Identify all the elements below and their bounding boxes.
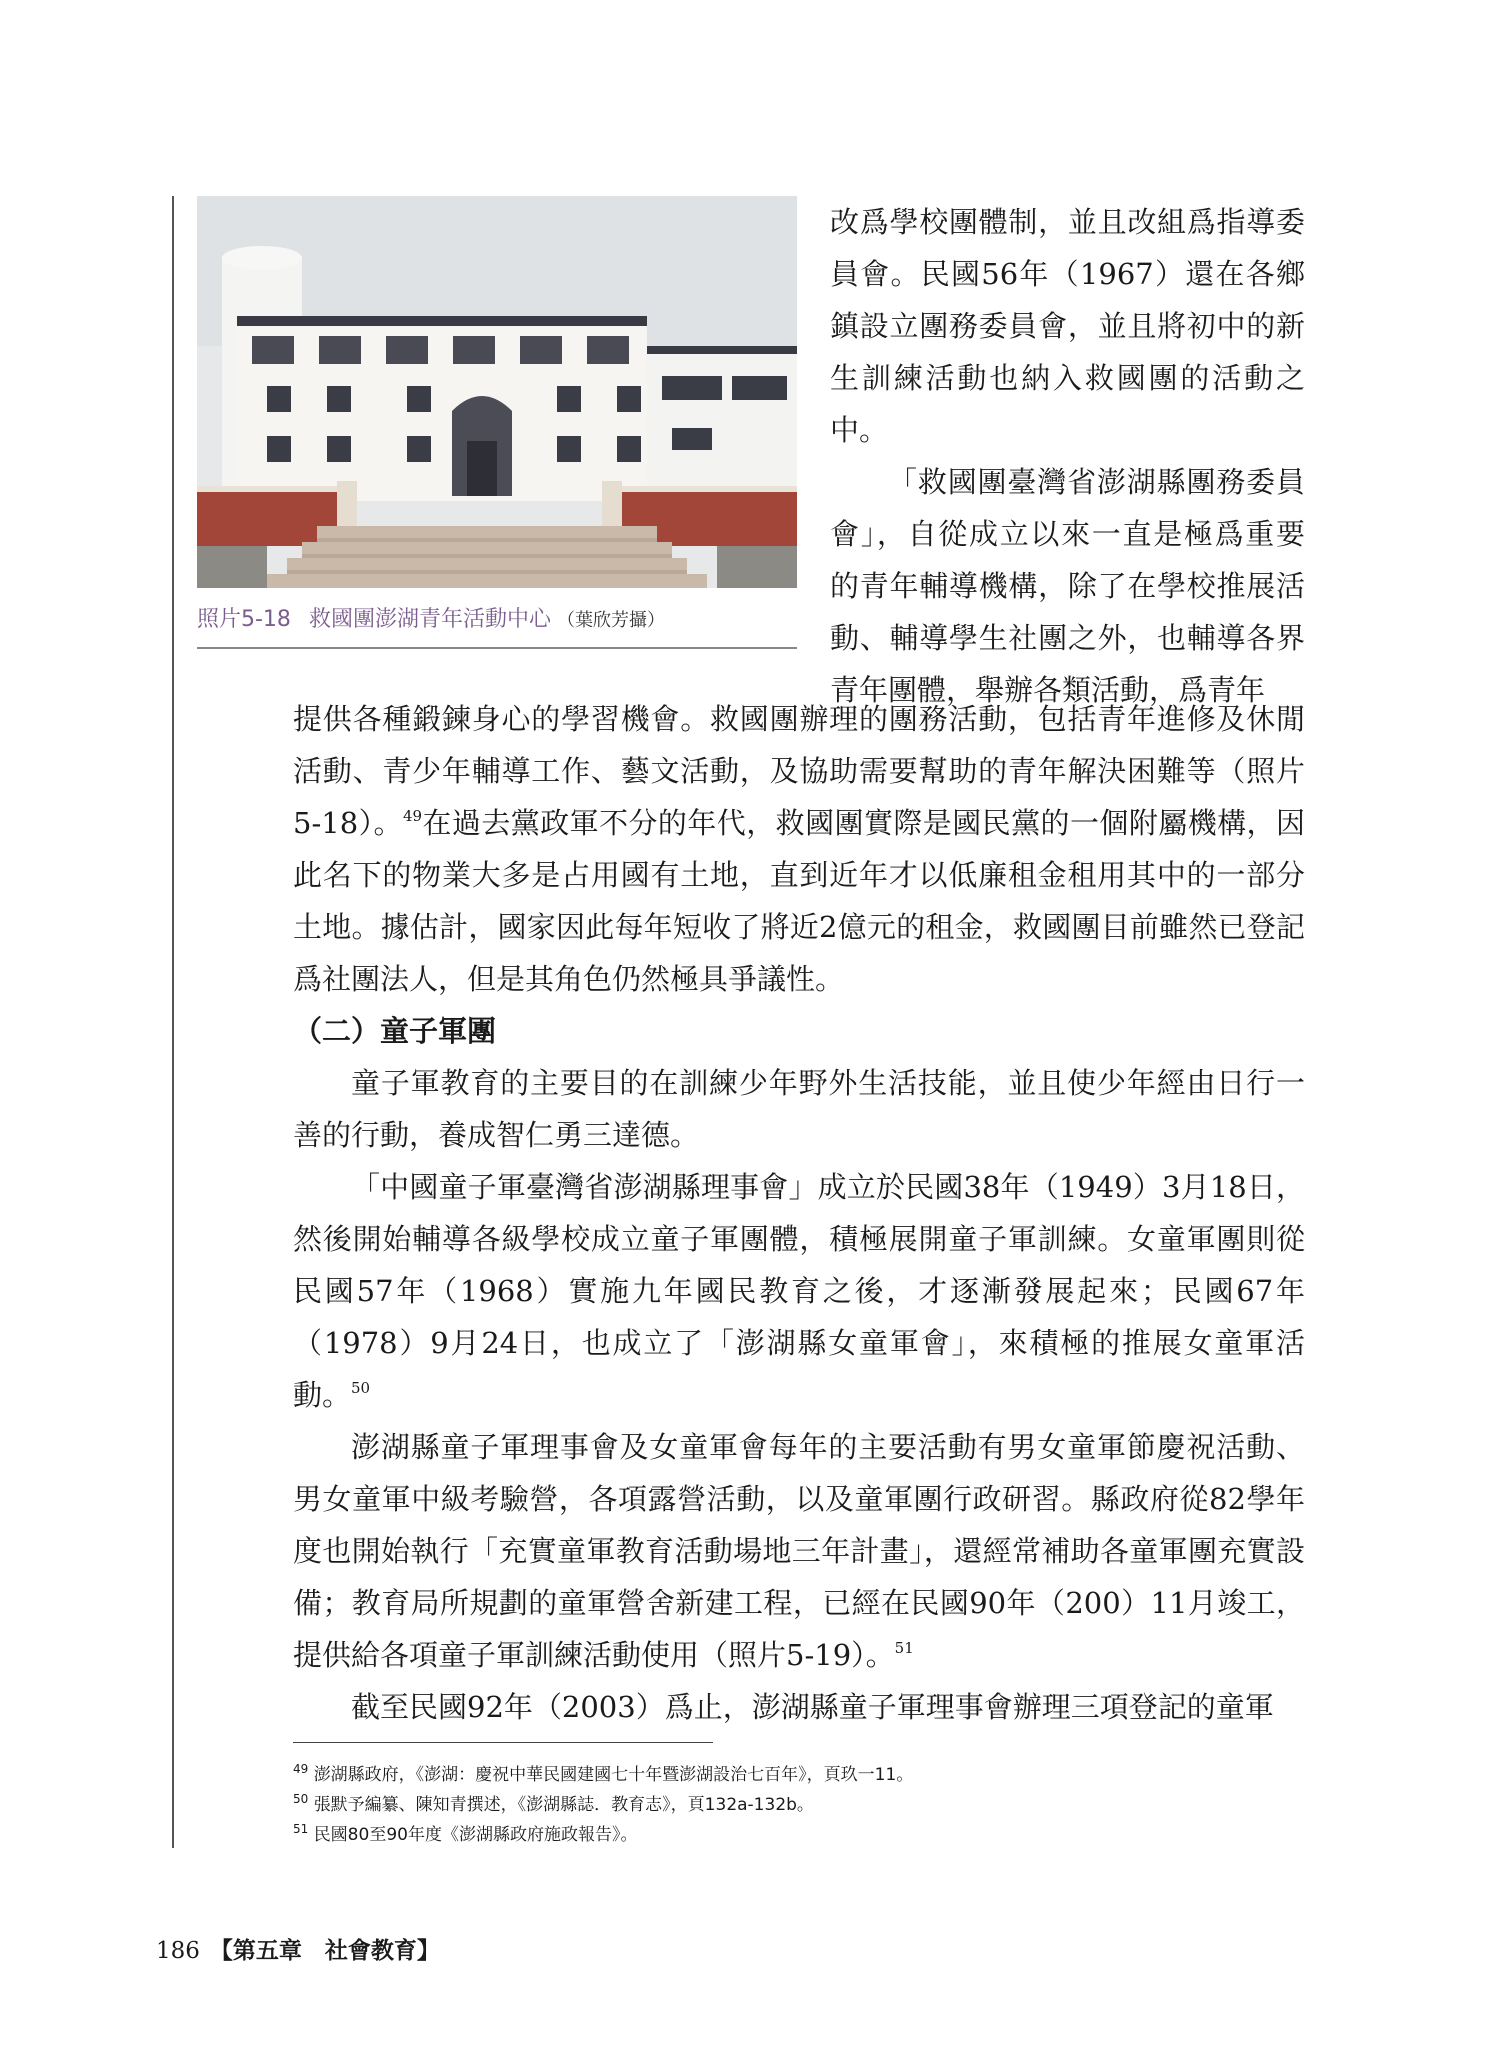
photo-caption [197,602,797,633]
paragraph-4 [293,1161,1305,1421]
footnote-text: 澎湖縣政府，《澎湖：慶祝中華民國建國七十年暨澎湖設治七百年》，頁玖一11。 [313,1765,914,1785]
paragraph-2-start: 「救國團臺灣省澎湖縣團務委員會」，自從成立以來一直是極爲重要的青年輔導機構，除了在學校推展活動、輔導學生社團之外，也輔導各界青年團體，舉辦各類活動，爲青年 [830,465,1305,707]
paragraph-3: 童子軍教育的主要目的在訓練少年野外生活技能，並且使少年經由日行一善的行動，養成智仁勇三達德。 [293,1066,1305,1152]
section-heading: （二）童子軍團 [293,1014,497,1048]
page-footer [156,1932,440,1965]
margin-rule [172,196,174,1848]
paragraph-6: 截至民國92年（2003）爲止，澎湖縣童子軍理事會辦理三項登記的童軍 [351,1690,1274,1724]
paragraph-5 [293,1421,1305,1681]
footnote-number: 49 [293,1762,309,1776]
paragraph-2-continued [293,693,1305,1005]
footnote-ref-50: 50 [351,1379,371,1397]
caption-rule [197,647,797,649]
footnote-item [293,1760,1305,1790]
footnote-text: 民國80至90年度《澎湖縣政府施政報告》。 [313,1825,638,1845]
paragraph-5-text: 澎湖縣童子軍理事會及女童軍會每年的主要活動有男女童軍節慶祝活動、男女童軍中級考驗營，各項露營活動，以及童軍團行政研習。縣政府從82學年度也開始執行「充實童軍教育活動場地三年計畫」，還經常補助各童軍團充實設備；教育局所規劃的童軍營舍新建工程，已經在民國90年（200）11月竣工，提供給各項童子軍訓練活動使用（照片5-19）。 [293,1430,1305,1672]
building-illustration [197,196,797,588]
footnote-number: 51 [293,1822,309,1836]
main-column [293,693,1305,1733]
paragraph-1-continued: 改爲學校團體制，並且改組爲指導委員會。民國56年（1967）還在各鄉鎮設立團務委員會，並且將初中的新生訓練活動也納入救國團的活動之中。 [830,205,1305,447]
side-column [830,196,1305,716]
footnote-ref-49: 49 [402,807,423,825]
footnote-number: 50 [293,1792,309,1806]
chapter-label: 【第五章 社會教育】 [209,1937,440,1964]
caption-title: 救國團澎湖青年活動中心 [308,607,551,632]
page-number: 186 [156,1938,200,1964]
footnote-ref-51: 51 [894,1639,914,1657]
footnote-text: 張默予編纂、陳知青撰述，《澎湖縣誌．教育志》，頁132a-132b。 [313,1795,814,1815]
caption-credit: （葉欣芳攝） [556,610,665,631]
caption-number: 照片5-18 [197,607,291,632]
footnote-item [293,1820,1305,1850]
footnotes [293,1760,1305,1850]
paragraph-2-text-b: 在過去黨政軍不分的年代，救國團實際是國民黨的一個附屬機構，因此名下的物業大多是占用國有土地，直到近年才以低廉租金租用其中的一部分土地。據估計，國家因此每年短收了將近2億元的租金，救國團目前雖然已登記爲社團法人，但是其角色仍然極具爭議性。 [293,806,1305,996]
paragraph-4-text: 「中國童子軍臺灣省澎湖縣理事會」成立於民國38年（1949）3月18日，然後開始輔導各級學校成立童子軍團體，積極展開童子軍訓練。女童軍團則從民國57年（1968）實施九年國民教育之後，才逐漸發展起來；民國67年（1978）9月24日，也成立了「澎湖縣女童軍會」，來積極的推展女童軍活動。 [293,1170,1305,1412]
building-photo [197,196,797,588]
figure [197,196,797,649]
footnote-item [293,1790,1305,1820]
paragraph-2-text-a: 提供各種鍛鍊身心的學習機會。救國團辦理的團務活動，包括青年進修及休閒活動、青少年輔導工作、藝文活動，及協助需要幫助的青年解決困難等（照片5-18）。 [293,702,1305,840]
footnote-rule [293,1742,713,1743]
